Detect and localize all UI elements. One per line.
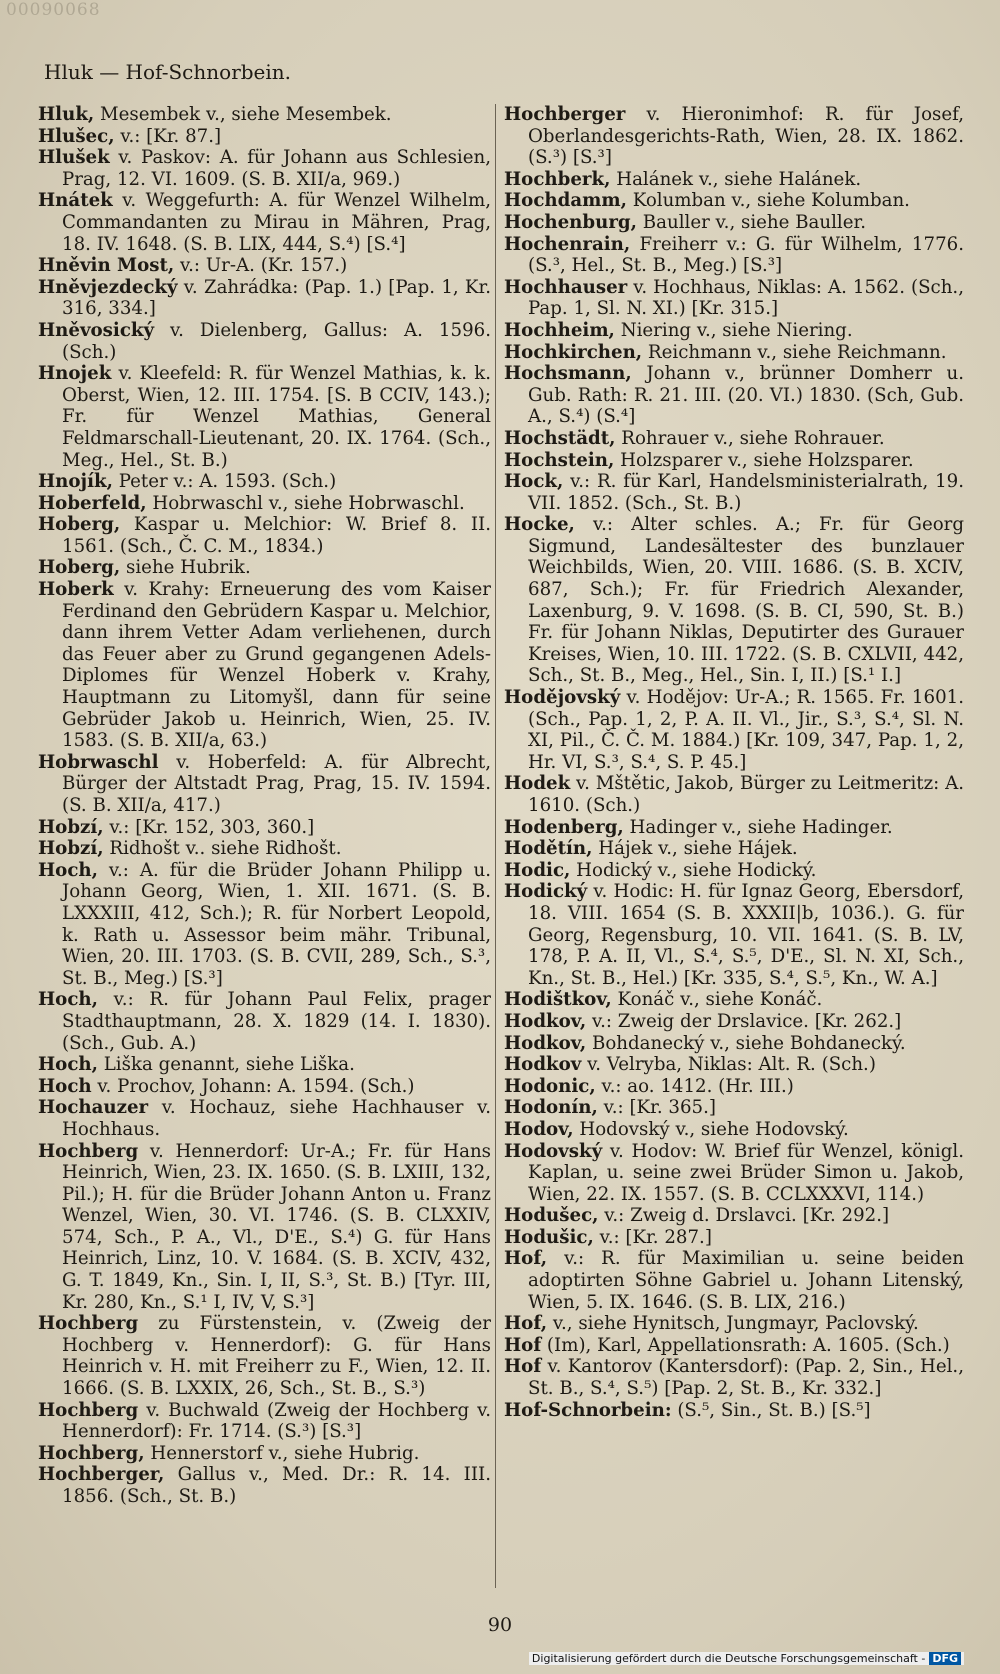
dictionary-entry xyxy=(504,838,964,860)
entry-headword: Hodovský xyxy=(504,1140,603,1162)
entry-headword: Hoberg, xyxy=(38,557,121,579)
dictionary-entry xyxy=(38,557,491,579)
entry-text: v.: R. für Johann Paul Felix, prager Stadthauptmann, 28. X. 1829 (14. I. 1830). (Sch., Gub. A.) xyxy=(62,989,491,1054)
entry-text: Gallus v., Med. Dr.: R. 14. III. 1856. (Sch., St. B.) xyxy=(62,1464,491,1507)
entry-text: v.: [Kr. 287.] xyxy=(593,1226,712,1248)
entry-text: v.: Zweig der Drslavice. [Kr. 262.] xyxy=(586,1010,902,1032)
entry-text: v.: Alter schles. A.; Fr. für Georg Sigmund, Landesältester des bunzlauer Weichbilds, Wien, 20. VIII. 1686. (S. B. XCIV, 687, Sch.); Fr. für Friedrich Alexander, Laxenburg, 9. V. 1698. (S. B. CI, 590, St. B.) Fr. für Johann Niklas, Deputirter des Gurauer Kreises, Wien, 10. III. 1722. (S. B. CXLVII, 442, Sch., St. B., Meg., Hel., Sin. I, II.) [S.¹ I.] xyxy=(528,514,964,687)
entry-text: v. Hodov: W. Brief für Wenzel, königl. Kaplan, u. seine zwei Brüder Simon u. Jakob, Wien, 22. IX. 1557. (S. B. CCLXXXVI, 114.) xyxy=(528,1140,964,1205)
entry-headword: Hnojík, xyxy=(38,471,113,493)
entry-headword: Hodkov, xyxy=(504,1032,587,1054)
entry-text: v. Weggefurth: A. für Wenzel Wilhelm, Commandanten zu Mirau in Mähren, Prag, 18. IV. 1648. (S. B. LIX, 444, S.⁴) [S.⁴] xyxy=(62,190,491,255)
footer-text: Digitalisierung gefördert durch die Deutsche Forschungsgemeinschaft - xyxy=(531,1652,926,1665)
archive-stamp: 00090068 xyxy=(6,0,101,20)
entry-headword: Hochdamm, xyxy=(504,190,627,212)
dictionary-entry xyxy=(38,147,491,190)
dictionary-entry xyxy=(38,752,491,817)
dictionary-entry xyxy=(504,817,964,839)
entry-text: v. Velryba, Niklas: Alt. R. (Sch.) xyxy=(581,1054,876,1076)
dictionary-entry xyxy=(504,860,964,882)
dictionary-entry xyxy=(504,169,964,191)
dictionary-entry xyxy=(504,1248,964,1313)
entry-headword: Hobzí, xyxy=(38,816,104,838)
dictionary-entry xyxy=(504,363,964,428)
running-header: Hluk — Hof-Schnorbein. xyxy=(44,60,292,84)
entry-text: Kaspar u. Melchior: W. Brief 8. II. 1561. (Sch., Č. C. M., 1834.) xyxy=(62,514,491,557)
entry-text: v. Kleefeld: R. für Wenzel Mathias, k. k. Oberst, Wien, 12. III. 1754. [S. B CCIV, 143.); Fr. für Wenzel Mathias, General Feldmarschall-Lieutenant, 20. IX. 1764. (Sch., Meg., Hel., St. B.) xyxy=(62,363,491,471)
entry-text: v. Kantorov (Kantersdorf): (Pap. 2, Sin., Hel., St. B., S.⁴, S.⁵) [Pap. 2, St. B., Kr. 332.] xyxy=(528,1356,964,1400)
dictionary-entry xyxy=(504,1054,964,1076)
dictionary-entry xyxy=(38,493,491,515)
dictionary-entry xyxy=(504,428,964,450)
entry-text: v. Buchwald (Zweig der Hochberg v. Hennerdorf): Fr. 1714. (S.³) [S.³] xyxy=(62,1399,491,1443)
dictionary-entry xyxy=(38,320,491,363)
entry-headword: Hobrwaschl xyxy=(38,751,159,773)
entry-text: v.: Zweig d. Drslavci. [Kr. 292.] xyxy=(598,1205,890,1227)
dictionary-entry xyxy=(504,1313,964,1335)
entry-text: v. Hieronimhof: R. für Josef, Oberlandesgerichts-Rath, Wien, 28. IX. 1862. (S.³) [S.³] xyxy=(528,104,964,169)
dictionary-entry xyxy=(38,1313,491,1399)
entry-text: v. Zahrádka: (Pap. 1.) [Pap. 1, Kr. 316, 334.] xyxy=(62,276,491,320)
entry-headword: Hodenberg, xyxy=(504,816,624,838)
entry-text: (Im), Karl, Appellationsrath: A. 1605. (Sch.) xyxy=(541,1334,950,1356)
dictionary-entry xyxy=(38,1464,491,1507)
entry-headword: Hněvin Most, xyxy=(38,255,175,277)
dictionary-entry xyxy=(38,104,491,126)
entry-headword: Hobzí, xyxy=(38,838,104,860)
entry-text: Reichmann v., siehe Reichmann. xyxy=(642,341,947,363)
dictionary-entry xyxy=(504,1141,964,1206)
entry-headword: Hnátek xyxy=(38,190,113,212)
entry-headword: Hochstein, xyxy=(504,449,615,471)
entry-text: Niering v., siehe Niering. xyxy=(614,319,853,341)
column-divider xyxy=(495,104,496,1588)
dictionary-entry xyxy=(504,1119,964,1141)
entry-headword: Hodek xyxy=(504,773,571,795)
dictionary-entry xyxy=(504,1011,964,1033)
dictionary-entry xyxy=(504,1356,964,1399)
entry-text: Hennerstorf v., siehe Hubrig. xyxy=(144,1442,420,1464)
entry-text: Bauller v., siehe Bauller. xyxy=(636,211,866,233)
entry-text: Konáč v., siehe Konáč. xyxy=(611,989,823,1011)
dictionary-entry xyxy=(504,881,964,989)
dictionary-entry xyxy=(504,514,964,687)
entry-headword: Hochkirchen, xyxy=(504,341,643,363)
entry-text: v. Hennerdorf: Ur-A.; Fr. für Hans Heinrich, Wien, 23. IX. 1650. (S. B. LXIII, 132, Pil.); H. für die Brüder Johann Anton u. Franz Wenzel, Wien, 30. VI. 1746. (S. B. CLXXIV, 574, Sch., P. A., Vl., D'E., S.⁴) G. für Hans Heinrich, Linz, 10. V. 1684. (S. B. XCIV, 432, G. T. 1849, Kn., Sin. I, II, S.³, St. B.) [Tyr. III, Kr. 280, Kn., S.¹ I, IV, V, S.³] xyxy=(62,1140,491,1313)
entry-headword: Hof xyxy=(504,1356,542,1378)
entry-headword: Hoberg, xyxy=(38,514,121,536)
dictionary-entry xyxy=(504,773,964,816)
entry-headword: Hochberger xyxy=(504,104,626,125)
dictionary-entry xyxy=(504,1076,964,1098)
dictionary-entry xyxy=(504,1097,964,1119)
entry-headword: Hocke, xyxy=(504,514,575,536)
dictionary-entry xyxy=(504,104,964,169)
entry-headword: Hochberg xyxy=(38,1399,139,1421)
dictionary-entry xyxy=(504,190,964,212)
dictionary-entry xyxy=(38,1076,491,1098)
entry-text: Holzsparer v., siehe Holzsparer. xyxy=(614,449,914,471)
dictionary-entry xyxy=(504,212,964,234)
entry-headword: Hochstädt, xyxy=(504,427,616,449)
entry-text: v.: [Kr. 152, 303, 360.] xyxy=(103,816,315,838)
dictionary-entry xyxy=(38,277,491,320)
dictionary-entry xyxy=(504,1205,964,1227)
entry-headword: Hoch, xyxy=(38,859,98,881)
entry-headword: Hof xyxy=(504,1334,542,1356)
entry-headword: Hodušic, xyxy=(504,1226,594,1248)
entry-headword: Hochberger, xyxy=(38,1464,165,1486)
dictionary-entry xyxy=(504,450,964,472)
entry-headword: Hluk, xyxy=(38,104,95,125)
entry-headword: Hlušek xyxy=(38,147,110,169)
dictionary-entry xyxy=(38,860,491,990)
entry-headword: Hodušec, xyxy=(504,1205,599,1227)
dictionary-entry xyxy=(504,1400,964,1422)
entry-headword: Hof, xyxy=(504,1248,548,1270)
entry-text: Mesembek v., siehe Mesembek. xyxy=(94,104,392,125)
dictionary-entry xyxy=(504,342,964,364)
entry-text: Hadinger v., siehe Hadinger. xyxy=(623,816,893,838)
entry-text: v. Dielenberg, Gallus: A. 1596. (Sch.) xyxy=(62,319,491,363)
entry-headword: Hněvjezdecký xyxy=(38,276,178,298)
entry-text: zu Fürstenstein, v. (Zweig der Hochberg v. Hennerdorf): G. für Hans Heinrich v. H. mit Freiherr zu F., Wien, 12. II. 1666. (S. B. LXXIX, 26, Sch., St. B., S.³) xyxy=(62,1313,491,1400)
entry-headword: Hodětín, xyxy=(504,838,593,860)
entry-text: v. Hoberfeld: A. für Albrecht, Bürger der Altstadt Prag, Prag, 15. IV. 1594. (S. B. XII/a, 417.) xyxy=(62,751,491,816)
dictionary-entry xyxy=(38,1141,491,1314)
entry-headword: Hochberg xyxy=(38,1140,139,1162)
entry-text: Liška genannt, siehe Liška. xyxy=(97,1054,355,1076)
dictionary-entry xyxy=(38,1443,491,1465)
entry-text: v. Paskov: A. für Johann aus Schlesien, Prag, 12. VI. 1609. (S. B. XII/a, 969.) xyxy=(62,147,491,190)
entry-headword: Hof-Schnorbein: xyxy=(504,1399,672,1421)
entry-text: v.: Ur-A. (Kr. 157.) xyxy=(174,255,348,277)
entry-headword: Hodkov, xyxy=(504,1010,587,1032)
entry-text: v. Hochhaus, Niklas: A. 1562. (Sch., Pap. 1, Sl. N. XI.) [Kr. 315.] xyxy=(528,276,964,320)
entry-text: Halánek v., siehe Halánek. xyxy=(610,168,862,190)
dictionary-entry xyxy=(38,989,491,1054)
left-column xyxy=(38,104,491,1508)
entry-headword: Hnojek xyxy=(38,363,112,385)
entry-headword: Hoch, xyxy=(38,989,98,1011)
entry-headword: Hodonic, xyxy=(504,1075,596,1097)
dictionary-entry xyxy=(504,471,964,514)
entry-text: v. Mštětic, Jakob, Bürger zu Leitmeritz: A. 1610. (Sch.) xyxy=(528,773,964,816)
entry-text: Hodovský v., siehe Hodovský. xyxy=(573,1118,849,1140)
entry-text: v. Hochauz, siehe Hachhauser v. Hochhaus. xyxy=(62,1097,491,1140)
entry-text: Hobrwaschl v., siehe Hobrwaschl. xyxy=(146,492,465,514)
entry-headword: Hodějovský xyxy=(504,687,621,709)
entry-headword: Hochhauser xyxy=(504,276,628,298)
entry-text: v.: [Kr. 87.] xyxy=(114,125,222,147)
entry-headword: Hněvosický xyxy=(38,319,155,341)
entry-headword: Hock, xyxy=(504,471,564,493)
dictionary-entry xyxy=(504,687,964,773)
entry-headword: Hochsmann, xyxy=(504,363,632,385)
page-number: 90 xyxy=(487,1614,513,1636)
entry-headword: Hochberg, xyxy=(38,1442,145,1464)
entry-headword: Hodov, xyxy=(504,1118,574,1140)
dictionary-entry xyxy=(38,471,491,493)
entry-text: Bohdanecký v., siehe Bohdanecký. xyxy=(586,1032,906,1054)
dictionary-entry xyxy=(504,989,964,1011)
entry-text: v.: R. für Karl, Handelsministerialrath, 19. VII. 1852. (Sch., St. B.) xyxy=(528,471,964,514)
entry-headword: Hochenburg, xyxy=(504,211,637,233)
entry-text: Rohrauer v., siehe Rohrauer. xyxy=(615,427,885,449)
entry-text: v.: ao. 1412. (Hr. III.) xyxy=(595,1075,794,1097)
dfg-logo: DFG xyxy=(929,1652,961,1665)
entry-text: v., siehe Hynitsch, Jungmayr, Paclovský. xyxy=(547,1313,919,1335)
entry-headword: Hochberg xyxy=(38,1313,139,1335)
entry-text: v.: [Kr. 365.] xyxy=(597,1097,716,1119)
dictionary-entry xyxy=(504,234,964,277)
entry-headword: Hochauzer xyxy=(38,1097,149,1119)
entry-text: Kolumban v., siehe Kolumban. xyxy=(626,190,910,212)
entry-text: Freiherr v.: G. für Wilhelm, 1776. (S.³, Hel., St. B., Meg.) [S.³] xyxy=(528,233,964,277)
entry-headword: Hoch xyxy=(38,1075,92,1097)
entry-text: Johann v., brünner Domherr u. Gub. Rath: R. 21. III. (20. VI.) 1830. (Sch, Gub. A., S.⁴) (S.⁴] xyxy=(528,363,964,428)
dictionary-entry xyxy=(38,1097,491,1140)
entry-text: Hodický v., siehe Hodický. xyxy=(570,859,817,881)
entry-headword: Hochheim, xyxy=(504,319,615,341)
entry-text: Ridhošt v.. siehe Ridhošt. xyxy=(103,838,342,860)
entry-headword: Hoberfeld, xyxy=(38,492,147,514)
dictionary-entry xyxy=(504,277,964,320)
entry-text: v. Krahy: Erneuerung des vom Kaiser Ferdinand den Gebrüdern Kaspar u. Melchior, dann ihrem Vetter Adam verliehenen, durch das Feuer aber zu Grund gegangenen Adels-Diplomes für Wenzel Hoberk v. Krahy, Hauptmann zu Litomyšl, dann für seine Gebrüder Jakob u. Heinrich, Wien, 25. IV. 1583. (S. B. XII/a, 63.) xyxy=(62,579,491,752)
entry-headword: Hlušec, xyxy=(38,125,115,147)
entry-headword: Hoberk xyxy=(38,579,114,601)
dictionary-entry xyxy=(504,1033,964,1055)
dictionary-entry xyxy=(38,579,491,752)
dictionary-entry xyxy=(38,1054,491,1076)
entry-headword: Hochenrain, xyxy=(504,233,631,255)
entry-text: v.: R. für Maximilian u. seine beiden adoptirten Söhne Gabriel u. Johann Litenský, Wien, 5. IX. 1646. (S. B. LIX, 216.) xyxy=(528,1248,964,1313)
entry-headword: Hof, xyxy=(504,1313,548,1335)
entry-headword: Hodonín, xyxy=(504,1097,598,1119)
entry-text: (S.⁵, Sin., St. B.) [S.⁵] xyxy=(671,1399,871,1421)
dictionary-entry xyxy=(504,1227,964,1249)
entry-headword: Hodištkov, xyxy=(504,989,612,1011)
entry-text: v.: A. für die Brüder Johann Philipp u. Johann Georg, Wien, 1. XII. 1671. (S. B. LXXXIII, 412, Sch.); R. für Norbert Leopold, k. Rath u. Assessor beim mähr. Tribunal, Wien, 20. III. 1703. (S. B. CVII, 289, Sch., S.³, St. B., Meg.) [S.³] xyxy=(62,859,491,989)
dictionary-entry xyxy=(504,1335,964,1357)
entry-text: v. Prochov, Johann: A. 1594. (Sch.) xyxy=(91,1075,415,1097)
footer-credit xyxy=(529,1652,964,1665)
dictionary-entry xyxy=(38,514,491,557)
dictionary-entry xyxy=(38,1400,491,1443)
entry-text: v. Hodic: H. für Ignaz Georg, Ebersdorf, 18. VIII. 1654 (S. B. XXXII|b, 1036.). G. für Georg, Regensburg, 10. VII. 1641. (S. B. LV, 178, P. A. II, Vl., S.⁴, S.⁵, D'E., Sl. N. XI, Sch., Kn., St. B., Hel.) [Kr. 335, S.⁴, S.⁵, Kn., W. A.] xyxy=(528,881,964,989)
dictionary-entry xyxy=(38,363,491,471)
dictionary-entry xyxy=(38,255,491,277)
entry-headword: Hochberk, xyxy=(504,168,611,190)
dictionary-entry xyxy=(504,320,964,342)
dictionary-entry xyxy=(38,190,491,255)
entry-text: Peter v.: A. 1593. (Sch.) xyxy=(112,471,337,493)
entry-headword: Hodický xyxy=(504,881,588,903)
entry-headword: Hodkov xyxy=(504,1054,582,1076)
entry-headword: Hoch, xyxy=(38,1054,98,1076)
right-column xyxy=(504,104,964,1421)
entry-text: Hájek v., siehe Hájek. xyxy=(592,838,798,860)
entry-text: siehe Hubrik. xyxy=(120,557,251,579)
entry-text: v. Hodějov: Ur-A.; R. 1565. Fr. 1601. (Sch., Pap. 1, 2, P. A. II. Vl., Jir., S.³, S.⁴, Sl. N. XI, Pil., Č. Č. M. 1884.) [Kr. 109, 347, Pap. 1, 2, Hr. VI, S.³, S.⁴, S. P. 45.] xyxy=(528,687,964,773)
dictionary-entry xyxy=(38,817,491,839)
dictionary-entry xyxy=(38,838,491,860)
dictionary-entry xyxy=(38,126,491,148)
entry-headword: Hodic, xyxy=(504,859,571,881)
